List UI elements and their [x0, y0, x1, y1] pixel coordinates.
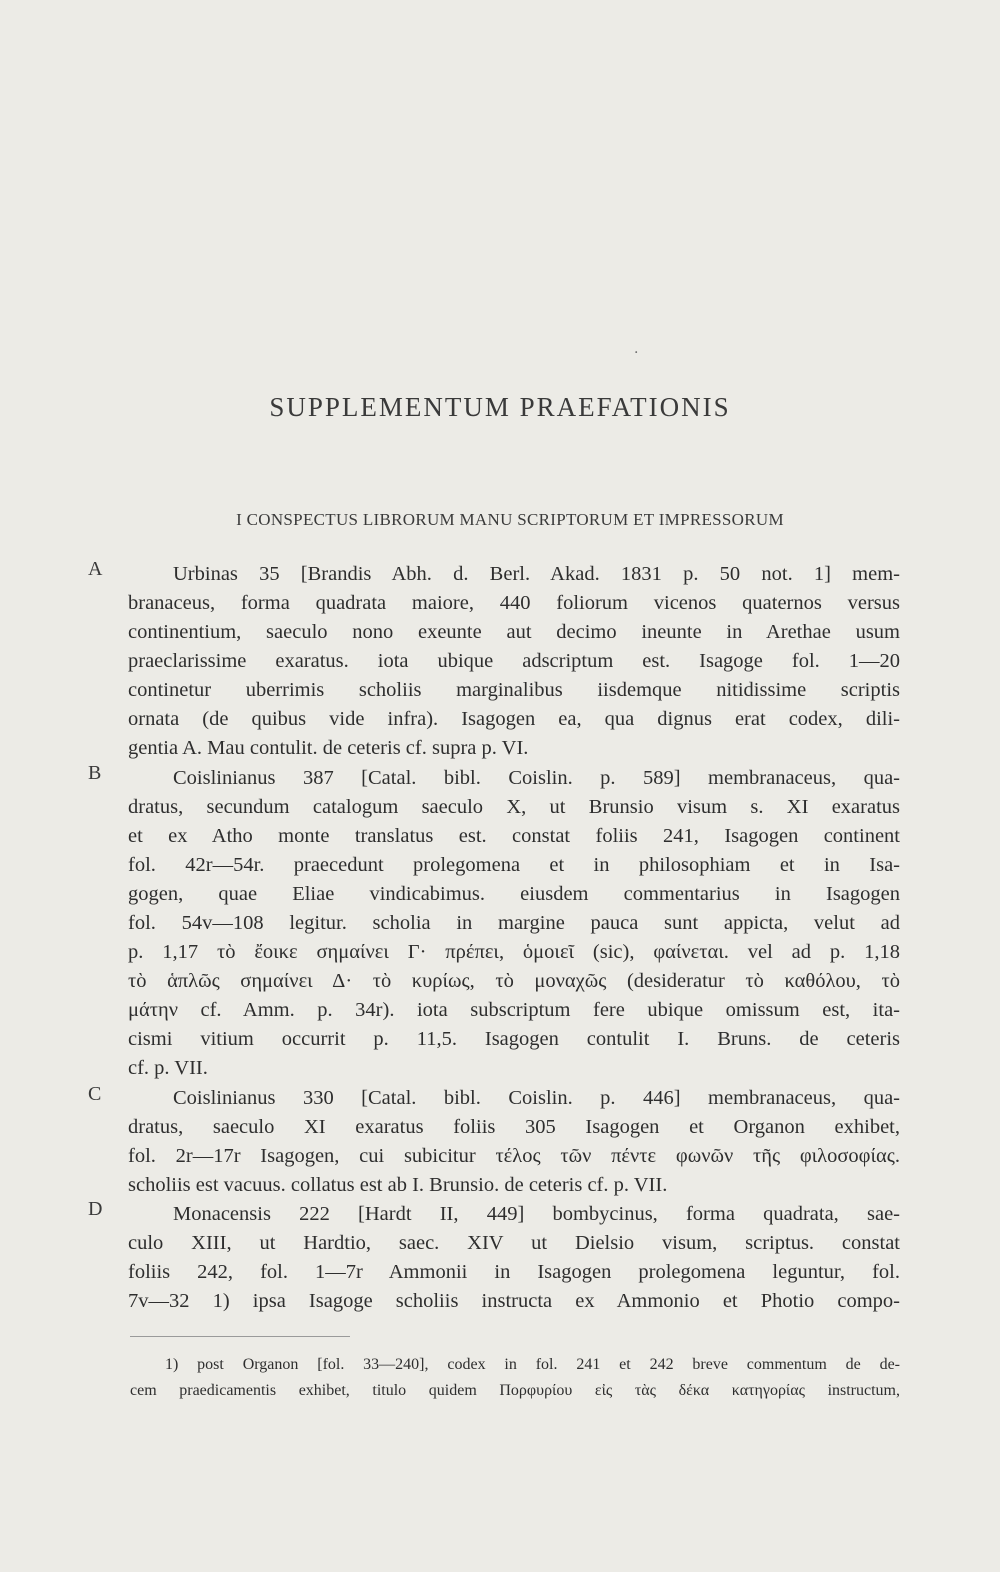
siglum-b: B	[88, 762, 102, 784]
text-line: continentium, saeculo nono exeunte aut decimo ineunte in Arethae usum	[128, 621, 900, 643]
text-line: foliis 242, fol. 1—7r Ammonii in Isagogen prolegomena leguntur, fol.	[128, 1261, 900, 1283]
text-line: cf. p. VII.	[128, 1057, 208, 1079]
text-line: μάτην cf. Amm. p. 34r). iota subscriptum fere ubique omissum est, ita-	[128, 999, 900, 1021]
entry-c	[128, 1084, 900, 1200]
text-line: 7v—32 1) ipsa Isagoge scholiis instructa ex Ammonio et Photio compo-	[128, 1290, 900, 1312]
entry-a	[128, 560, 900, 763]
text-line: et ex Atho monte translatus est. constat foliis 241, Isagogen continent	[128, 825, 900, 847]
entry-b	[128, 764, 900, 1083]
section-heading: I CONSPECTUS LIBRORUM MANU SCRIPTORUM ET IMPRESSORUM	[236, 510, 784, 529]
text-line: dratus, secundum catalogum saeculo X, ut Brunsio visum s. XI exaratus	[128, 796, 900, 818]
text-line: dratus, saeculo XI exaratus foliis 305 Isagogen et Organon exhibet,	[128, 1116, 900, 1138]
text-line: ornata (de quibus vide infra). Isagogen ea, qua dignus erat codex, dili-	[128, 708, 900, 730]
text-line: gogen, quae Eliae vindicabimus. eiusdem commentarius in Isagogen	[128, 883, 900, 905]
text-line: Monacensis 222 [Hardt II, 449] bombycinus, forma quadrata, sae-	[173, 1203, 900, 1225]
text-line: Coislinianus 387 [Catal. bibl. Coislin. p. 589] membranaceus, qua-	[173, 767, 900, 789]
page-title: SUPPLEMENTUM PRAEFATIONIS	[269, 392, 731, 422]
text-line: Coislinianus 330 [Catal. bibl. Coislin. p. 446] membranaceus, qua-	[173, 1087, 900, 1109]
text-line: fol. 42r—54r. praecedunt prolegomena et in philosophiam et in Isa-	[128, 854, 900, 876]
text-line: Urbinas 35 [Brandis Abh. d. Berl. Akad. 1831 p. 50 not. 1] mem-	[173, 563, 900, 585]
text-line: p. 1,17 τὸ ἔοικε σημαίνει Γ· πρέπει, ὁμοιεῖ (sic), φαίνεται. vel ad p. 1,18	[128, 941, 900, 963]
siglum-d: D	[88, 1198, 103, 1220]
footnote-divider	[130, 1336, 350, 1337]
entry-d	[128, 1200, 900, 1316]
footnote	[130, 1352, 900, 1404]
text-line: fol. 54v—108 legitur. scholia in margine pauca sunt appicta, velut ad	[128, 912, 900, 934]
footnote-line: cem praedicamentis exhibet, titulo quidem Πορφυρίου εἰς τὰς δέκα κατηγορίας instructum,	[130, 1382, 900, 1399]
text-line: cismi vitium occurrit p. 11,5. Isagogen contulit I. Bruns. de ceteris	[128, 1028, 900, 1050]
text-line: culo XIII, ut Hardtio, saec. XIV ut Dielsio visum, scriptus. constat	[128, 1232, 900, 1254]
text-line: praeclarissime exaratus. iota ubique adscriptum est. Isagoge fol. 1—20	[128, 650, 900, 672]
text-line: fol. 2r—17r Isagogen, cui subicitur τέλος τῶν πέντε φωνῶν τῆς φιλοσοφίας.	[128, 1145, 900, 1167]
siglum-a: A	[88, 558, 103, 580]
text-line: scholiis est vacuus. collatus est ab I. Brunsio. de ceteris cf. p. VII.	[128, 1174, 668, 1196]
text-line: τὸ ἁπλῶς σημαίνει Δ· τὸ κυρίως, τὸ μοναχῶς (desideratur τὸ καθόλου, τὸ	[128, 970, 900, 992]
footnote-line: 1) post Organon [fol. 33—240], codex in fol. 241 et 242 breve commentum de de-	[165, 1356, 900, 1373]
text-line: branaceus, forma quadrata maiore, 440 foliorum vicenos quaternos versus	[128, 592, 900, 614]
text-line: gentia A. Mau contulit. de ceteris cf. supra p. VI.	[128, 737, 529, 759]
stray-mark: ·	[634, 345, 639, 361]
siglum-c: C	[88, 1083, 102, 1105]
text-line: continetur uberrimis scholiis marginalibus iisdemque nitidissime scriptis	[128, 679, 900, 701]
